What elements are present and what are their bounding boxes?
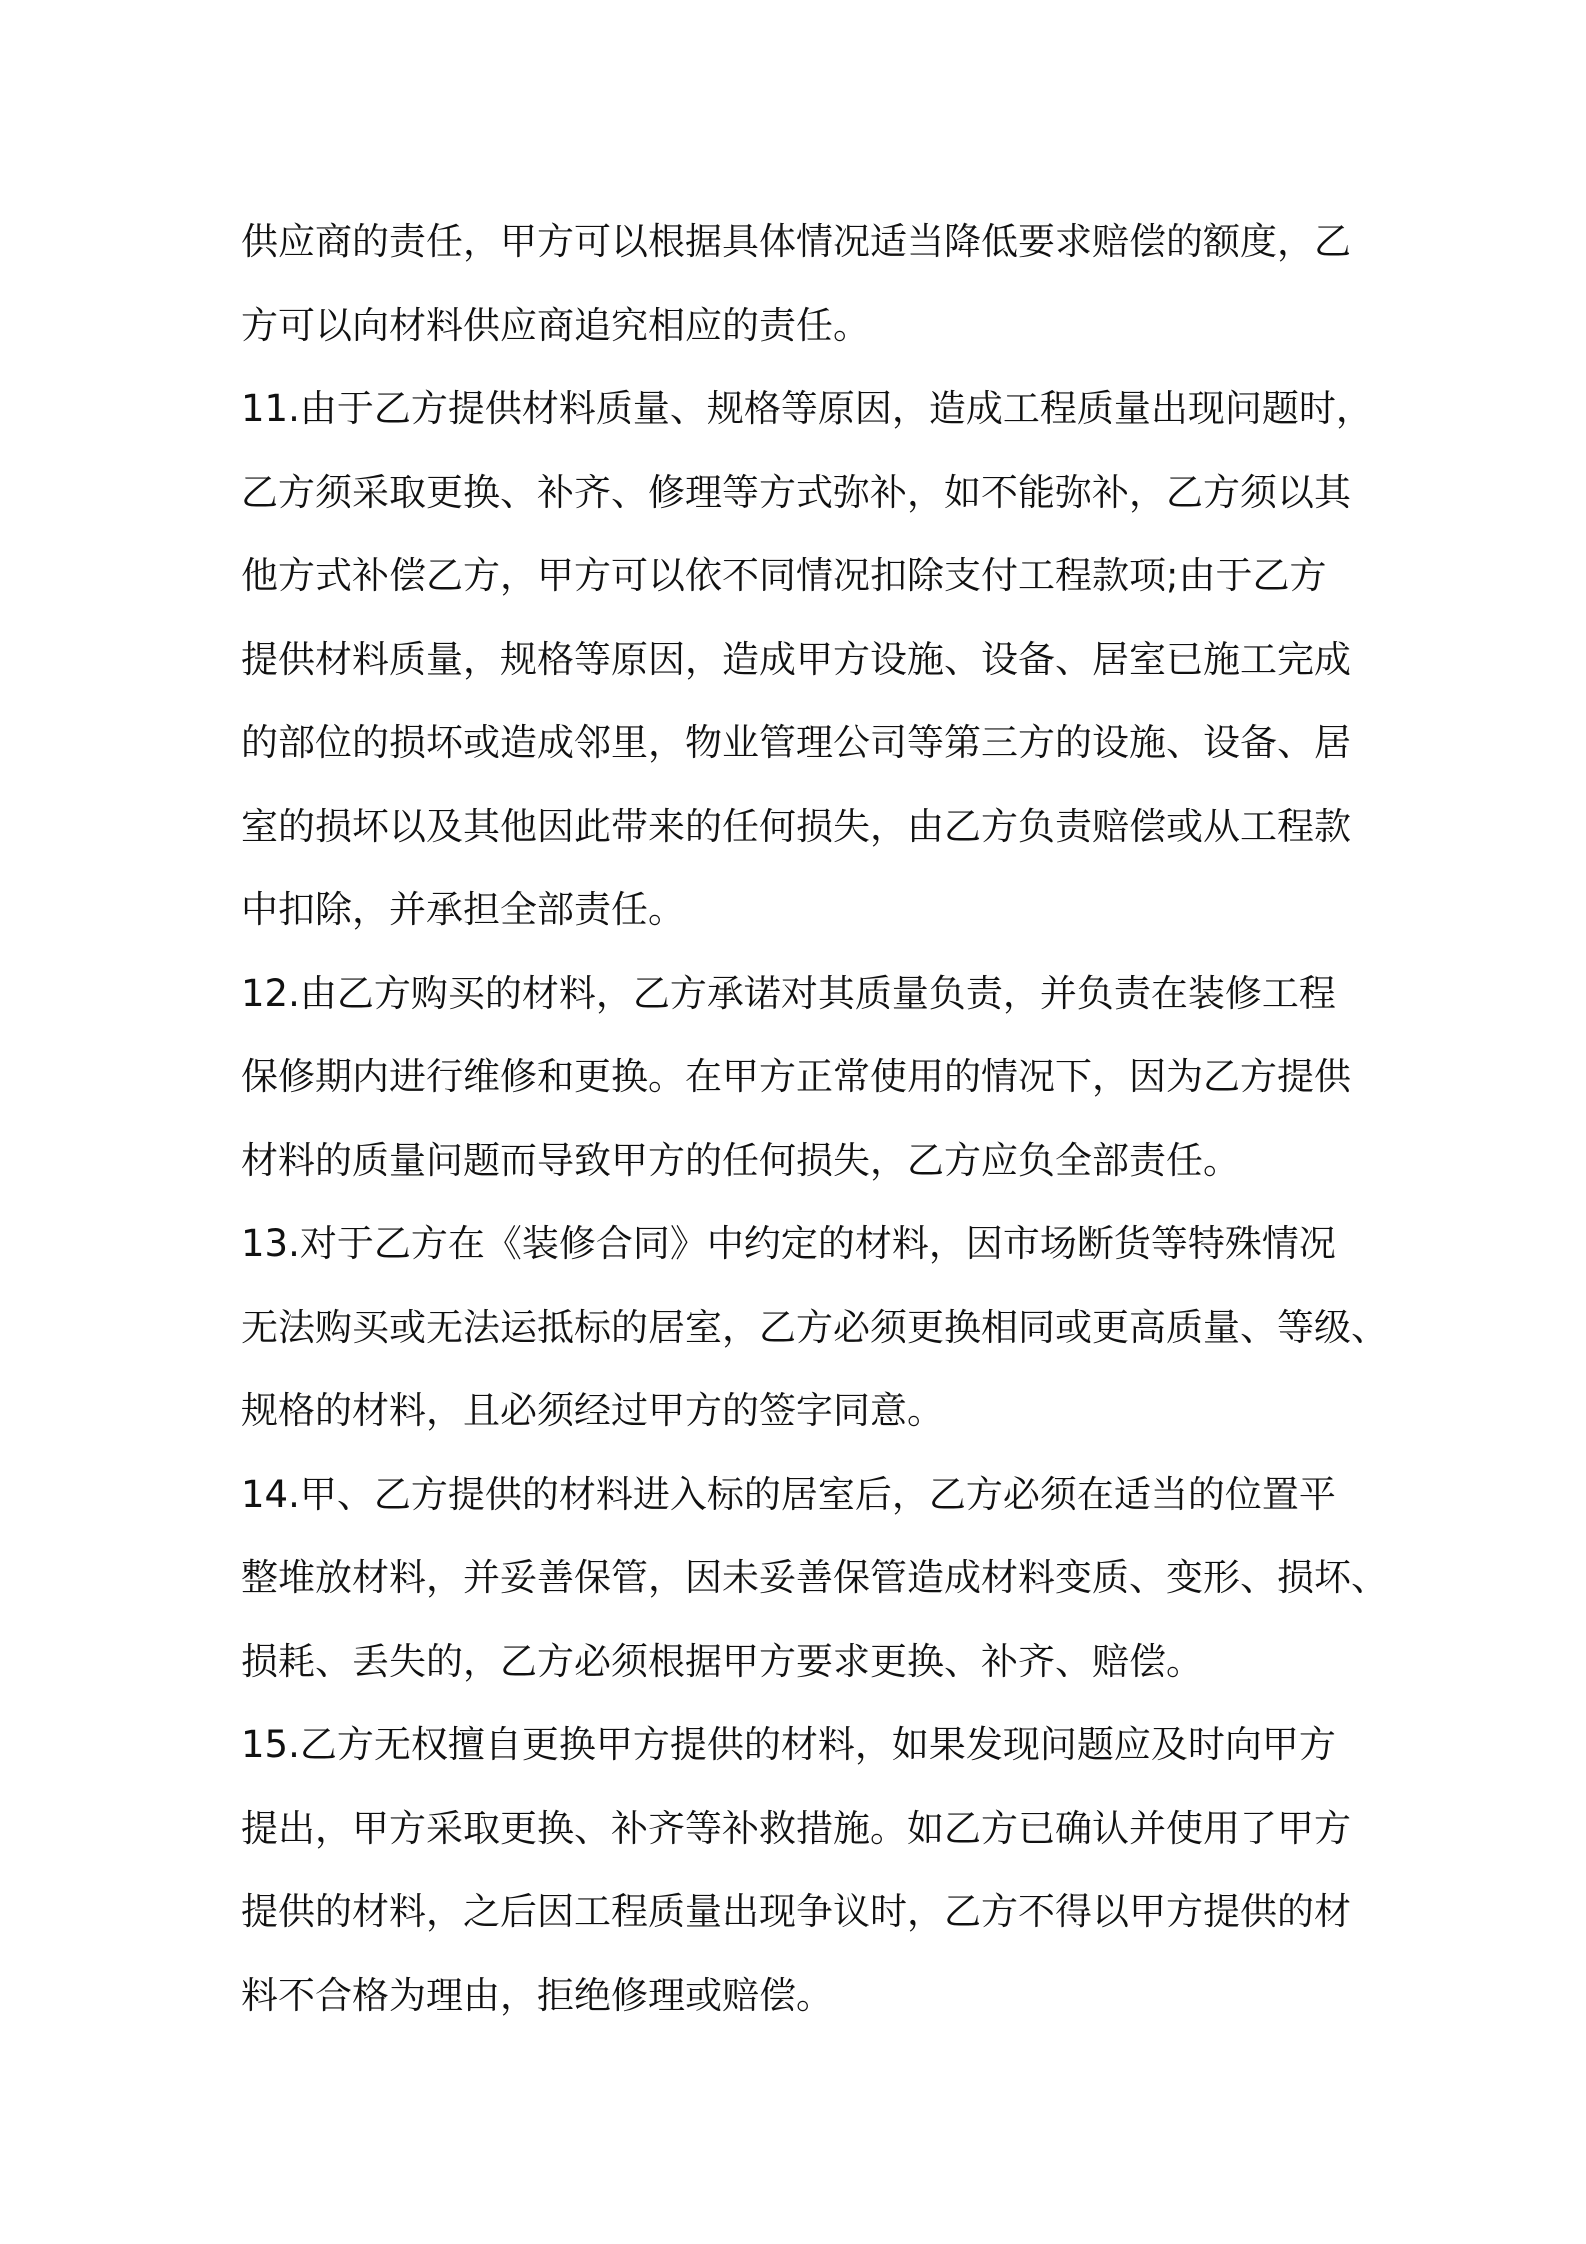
- text-line: 提出，甲方采取更换、补齐等补救措施。如乙方已确认并使用了甲方: [241, 1806, 1351, 1850]
- paragraph-continuation: [241, 200, 1371, 367]
- text-line: 中扣除，并承担全部责任。: [241, 888, 685, 931]
- document-body: [241, 200, 1388, 2037]
- text-line: 材料的质量问题而导致甲方的任何损失，乙方应负全部责任。: [241, 1138, 1240, 1182]
- paragraph-clause-12: [241, 952, 1371, 1203]
- text-line: 整堆放材料，并妥善保管，因未妥善保管造成材料变质、变形、损坏、: [241, 1556, 1388, 1599]
- text-line: 的部位的损坏或造成邻里，物业管理公司等第三方的设施、设备、居: [241, 721, 1351, 764]
- text-line: 方可以向材料供应商追究相应的责任。: [241, 303, 870, 347]
- text-line: 15.乙方无权擅自更换甲方提供的材料，如果发现问题应及时向甲方: [241, 1723, 1336, 1766]
- paragraph-clause-14: [241, 1453, 1388, 1704]
- text-line: 料不合格为理由，拒绝修理或赔偿。: [241, 1973, 833, 2017]
- text-line: 他方式补偿乙方，甲方可以依不同情况扣除支付工程款项;由于乙方: [241, 554, 1327, 597]
- text-line: 无法购买或无法运抵标的居室，乙方必须更换相同或更高质量、等级、: [241, 1305, 1388, 1349]
- paragraph-clause-15: [241, 1703, 1371, 2037]
- text-line: 损耗、丢失的，乙方必须根据甲方要求更换、补齐、赔偿。: [241, 1639, 1203, 1683]
- paragraph-clause-11: [241, 367, 1371, 952]
- text-line: 11.由于乙方提供材料质量、规格等原因，造成工程质量出现问题时，: [241, 387, 1373, 430]
- text-line: 供应商的责任，甲方可以根据具体情况适当降低要求赔偿的额度，乙: [241, 220, 1351, 263]
- paragraph-clause-13: [241, 1202, 1388, 1453]
- text-line: 提供材料质量，规格等原因，造成甲方设施、设备、居室已施工完成: [241, 637, 1351, 681]
- text-line: 室的损坏以及其他因此带来的任何损失，由乙方负责赔偿或从工程款: [241, 804, 1351, 848]
- text-line: 乙方须采取更换、补齐、修理等方式弥补，如不能弥补，乙方须以其: [241, 470, 1351, 514]
- text-line: 保修期内进行维修和更换。在甲方正常使用的情况下，因为乙方提供: [241, 1055, 1351, 1098]
- text-line: 13.对于乙方在《装修合同》中约定的材料，因市场断货等特殊情况: [241, 1222, 1336, 1265]
- text-line: 提供的材料，之后因工程质量出现争议时，乙方不得以甲方提供的材: [241, 1890, 1351, 1933]
- text-line: 规格的材料，且必须经过甲方的签字同意。: [241, 1389, 944, 1432]
- text-line: 14.甲、乙方提供的材料进入标的居室后，乙方必须在适当的位置平: [241, 1472, 1336, 1516]
- text-line: 12.由乙方购买的材料，乙方承诺对其质量负责，并负责在装修工程: [241, 971, 1336, 1015]
